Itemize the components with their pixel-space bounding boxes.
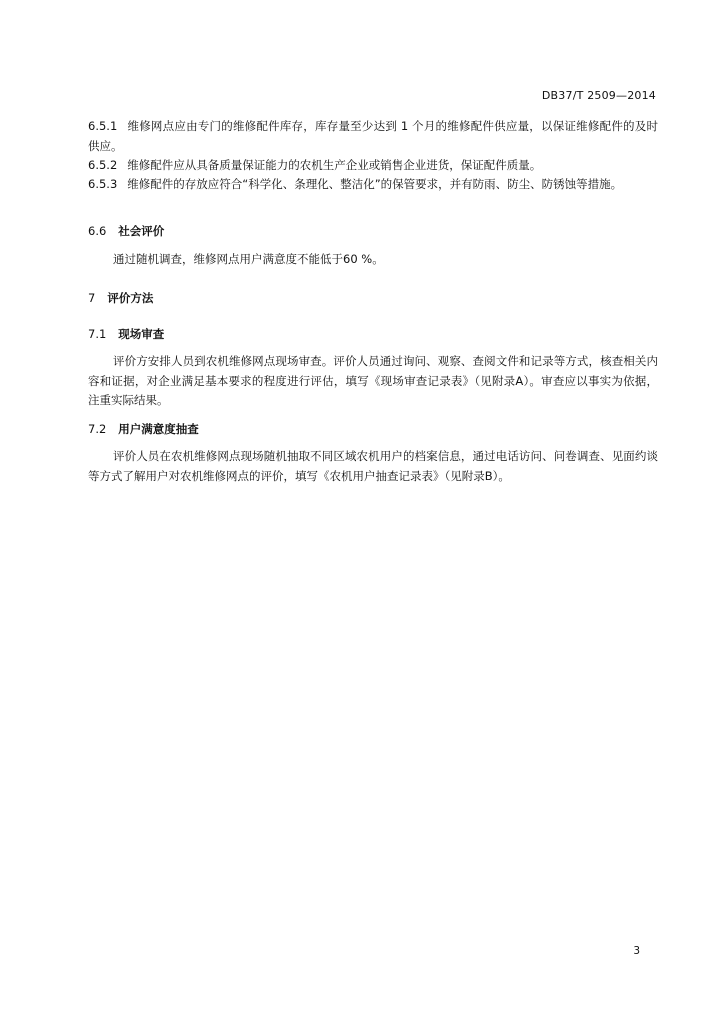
clause-6-5-2: [88, 156, 658, 176]
section-number: 7: [88, 291, 96, 305]
clause-number: 6.5.2: [88, 158, 118, 172]
section-heading-6-6: [88, 223, 164, 239]
section-number: 6.6: [88, 224, 107, 238]
document-code: DB37/T 2509—2014: [541, 89, 656, 102]
clause-6-5-1: [88, 117, 658, 156]
clause-text: 维修网点应由专门的维修配件库存，库存量至少达到 1 个月的维修配件供应量，以保证维修配件的及时供应。: [88, 119, 658, 153]
paragraph-7-1: 评价方安排人员到农机维修网点现场审查。评价人员通过询问、观察、查阅文件和记录等方式，核查相关内容和证据，对企业满足基本要求的程度进行评估，填写《现场审查记录表》（见附录A）。审查应以事实为依据，注重实际结果。: [88, 354, 658, 407]
page-number: 3: [633, 945, 640, 957]
paragraph-7-2: 评价人员在农机维修网点现场随机抽取不同区域农机用户的档案信息，通过电话访问、问卷调查、见面约谈等方式了解用户对农机维修网点的评价，填写《农机用户抽查记录表》（见附录B）。: [88, 449, 658, 483]
clause-number: 6.5.1: [88, 119, 118, 133]
clause-number: 6.5.3: [88, 177, 118, 191]
section-heading-7: [88, 290, 153, 306]
section-title: 评价方法: [107, 291, 154, 305]
clause-6-5-3: [88, 175, 658, 195]
section-number: 7.1: [88, 327, 107, 341]
clause-text: 维修配件应从具备质量保证能力的农机生产企业或销售企业进货，保证配件质量。: [127, 158, 542, 172]
section-heading-7-1: [88, 326, 164, 342]
clause-text: 维修配件的存放应符合“科学化、条理化、整洁化”的保管要求，并有防雨、防尘、防锈蚀等措施。: [127, 177, 623, 191]
section-number: 7.2: [88, 422, 107, 436]
section-heading-7-2: [88, 421, 199, 437]
section-title: 社会评价: [118, 224, 165, 238]
section-title: 现场审查: [118, 327, 165, 341]
paragraph-6-6: 通过随机调查，维修网点用户满意度不能低于60 %。: [113, 252, 384, 266]
section-title: 用户满意度抽查: [118, 422, 199, 436]
